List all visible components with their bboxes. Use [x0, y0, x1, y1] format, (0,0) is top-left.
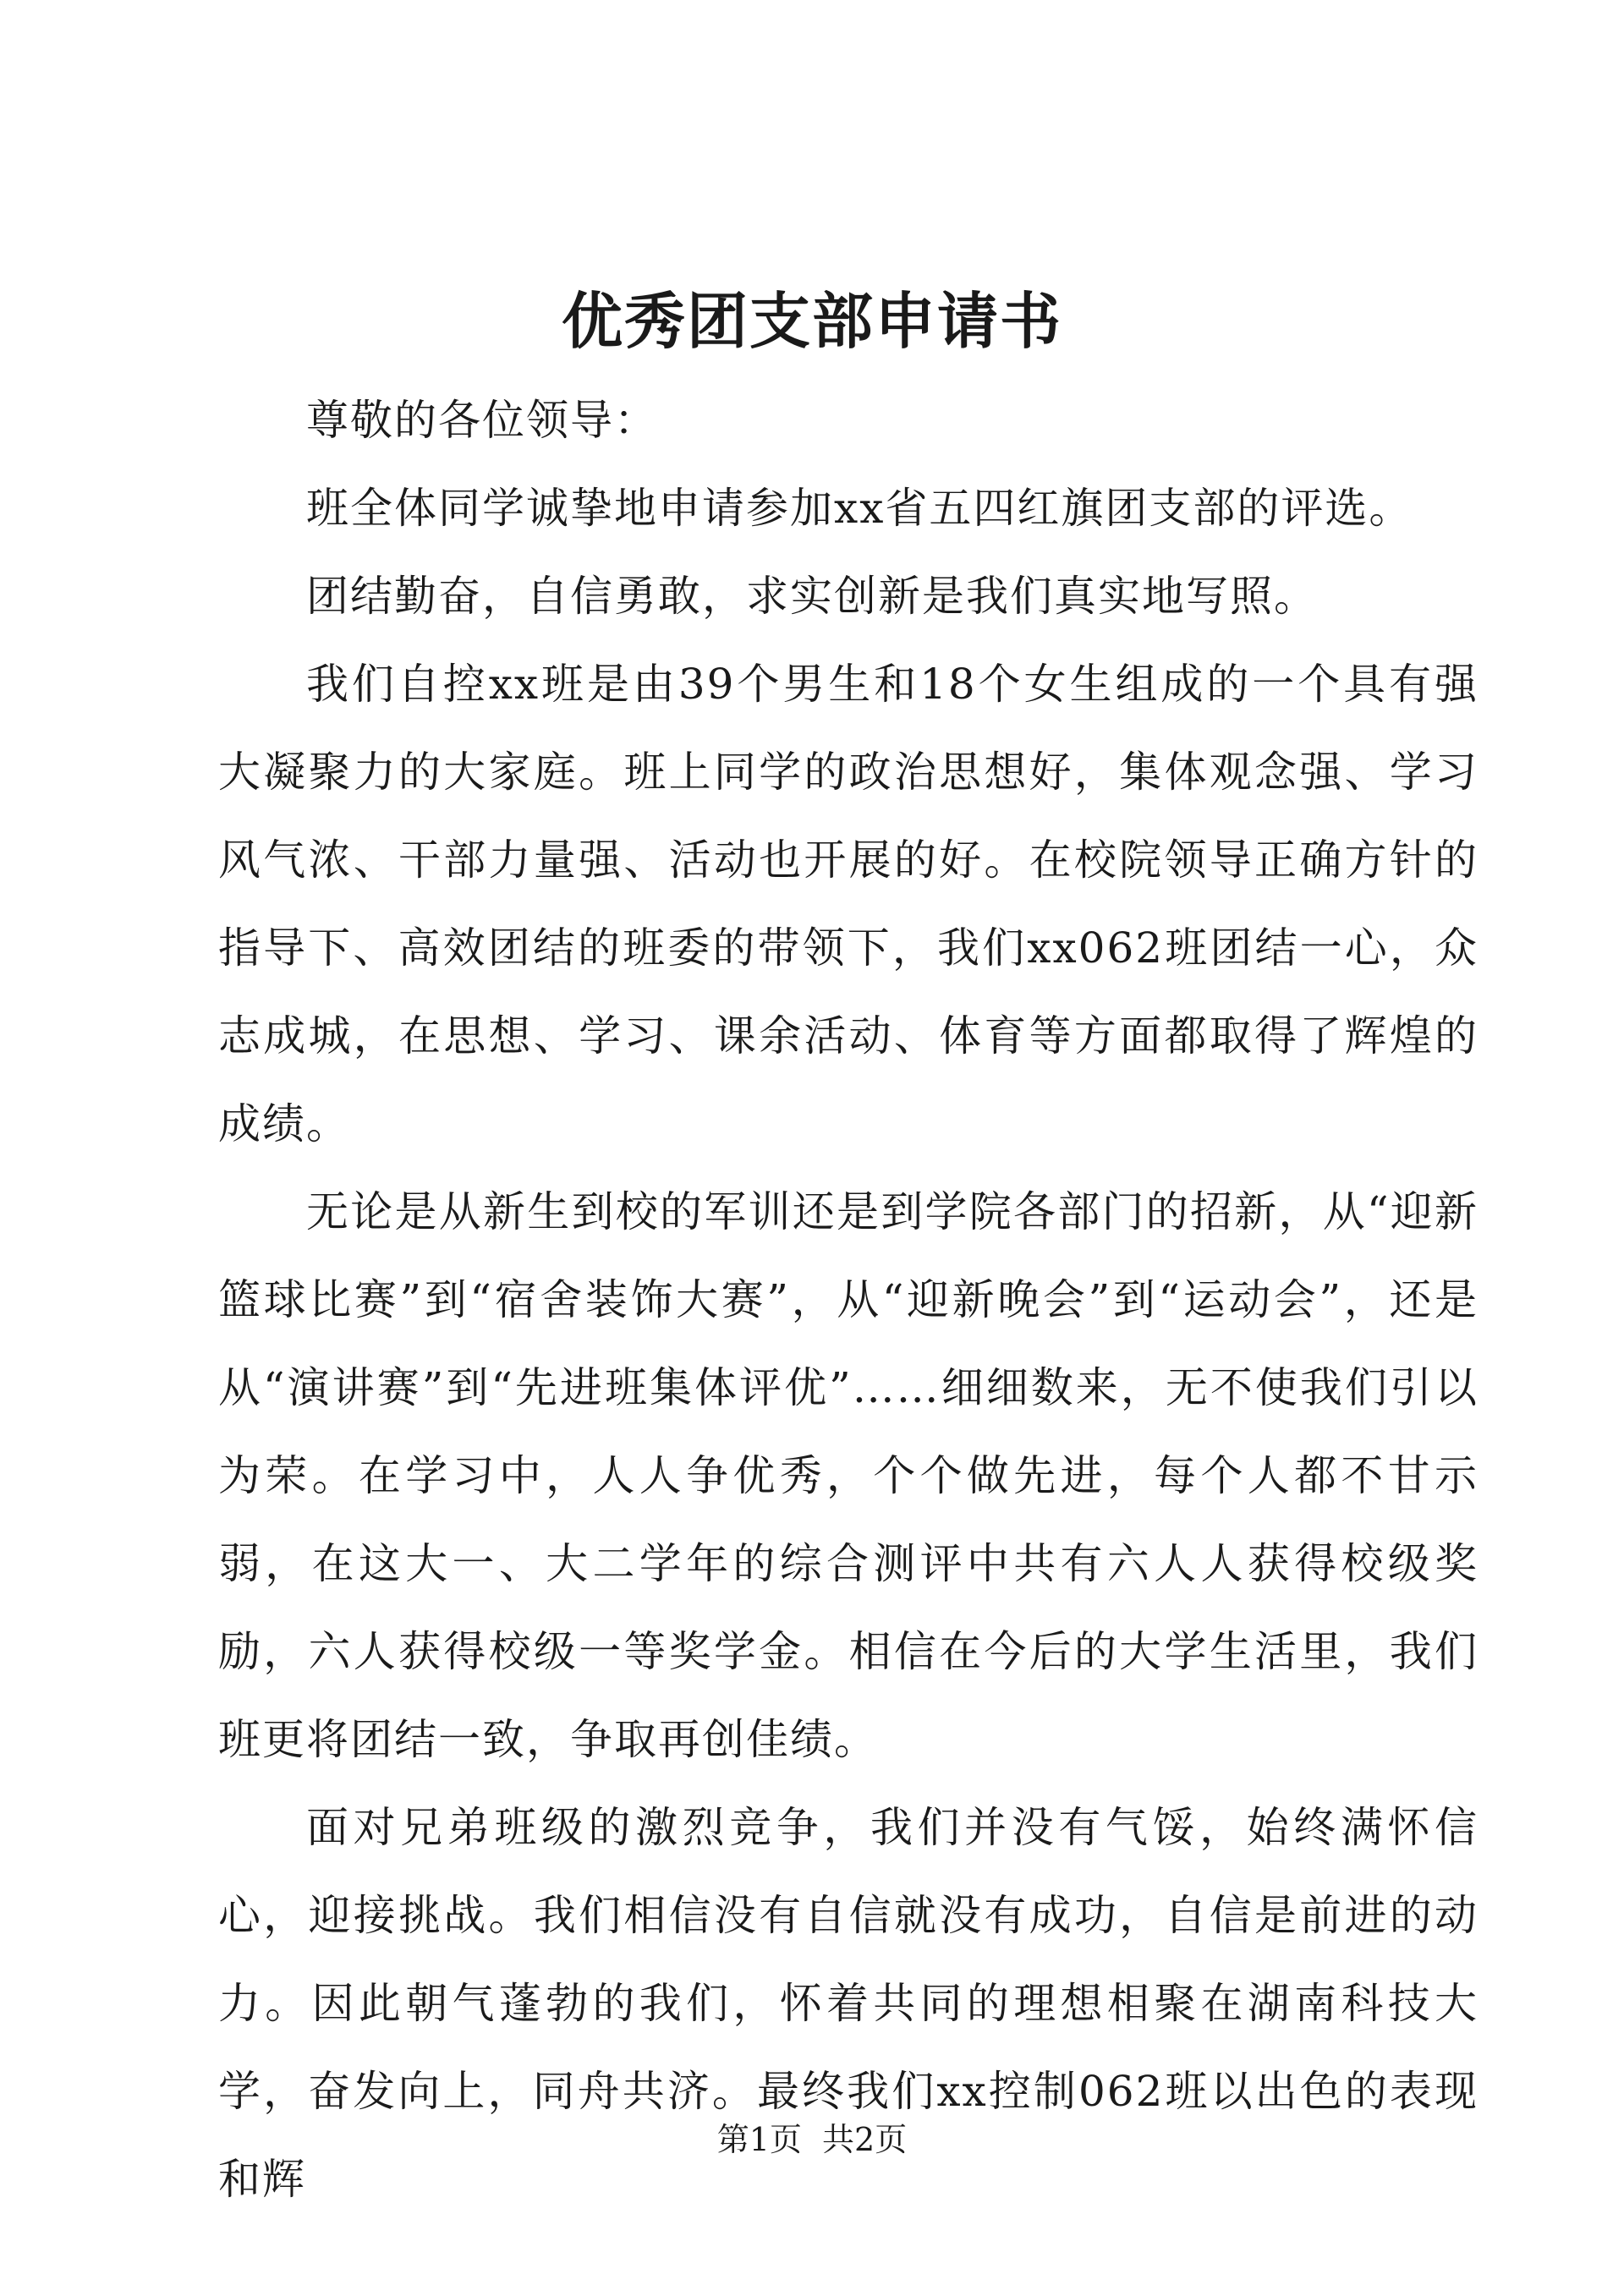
- page-total: 共2页: [822, 2121, 908, 2158]
- page-footer: [0, 2114, 1624, 2165]
- paragraph: 班全体同学诚挚地申请参加xx省五四红旗团支部的评选。: [306, 484, 1413, 533]
- paragraph: 团结勤奋，自信勇敢，求实创新是我们真实地写照。: [306, 572, 1318, 621]
- paragraph: 面对兄弟班级的激烈竞争，我们并没有气馁，始终满怀信心，迎接挑战。我们相信没有自信就没有成功，自信是前进的动力。因此朝气蓬勃的我们，怀着共同的理想相聚在湖南科技大学，奋发向上，同舟共济。最终我们xx控制062班以出色的表现和辉: [218, 1803, 1479, 2204]
- paragraph: 无论是从新生到校的军训还是到学院各部门的招新，从“迎新篮球比赛”到“宿舍装饰大赛”，从“迎新晚会”到“运动会”，还是从“演讲赛”到“先进班集体评优”……细细数来，无不使我们引以为荣。在学习中，人人争优秀，个个做先进，每个人都不甘示弱，在这大一、大二学年的综合测评中共有六人人获得校级奖励，六人获得校级一等奖学金。相信在今后的大学生活里，我们班更将团结一致，争取再创佳绩。: [218, 1187, 1479, 1764]
- paragraph: 我们自控xx班是由39个男生和18个女生组成的一个具有强大凝聚力的大家庭。班上同学的政治思想好，集体观念强、学习风气浓、干部力量强、活动也开展的好。在校院领导正确方针的指导下、高效团结的班委的带领下，我们xx062班团结一心，众志成城，在思想、学习、课余活动、体育等方面都取得了辉煌的成绩。: [218, 660, 1479, 1148]
- page-title: 优秀团支部申请书: [561, 285, 1062, 357]
- page-number: 第1页: [716, 2121, 802, 2158]
- document-body: [218, 376, 1479, 2223]
- salutation: 尊敬的各位领导：: [306, 396, 658, 445]
